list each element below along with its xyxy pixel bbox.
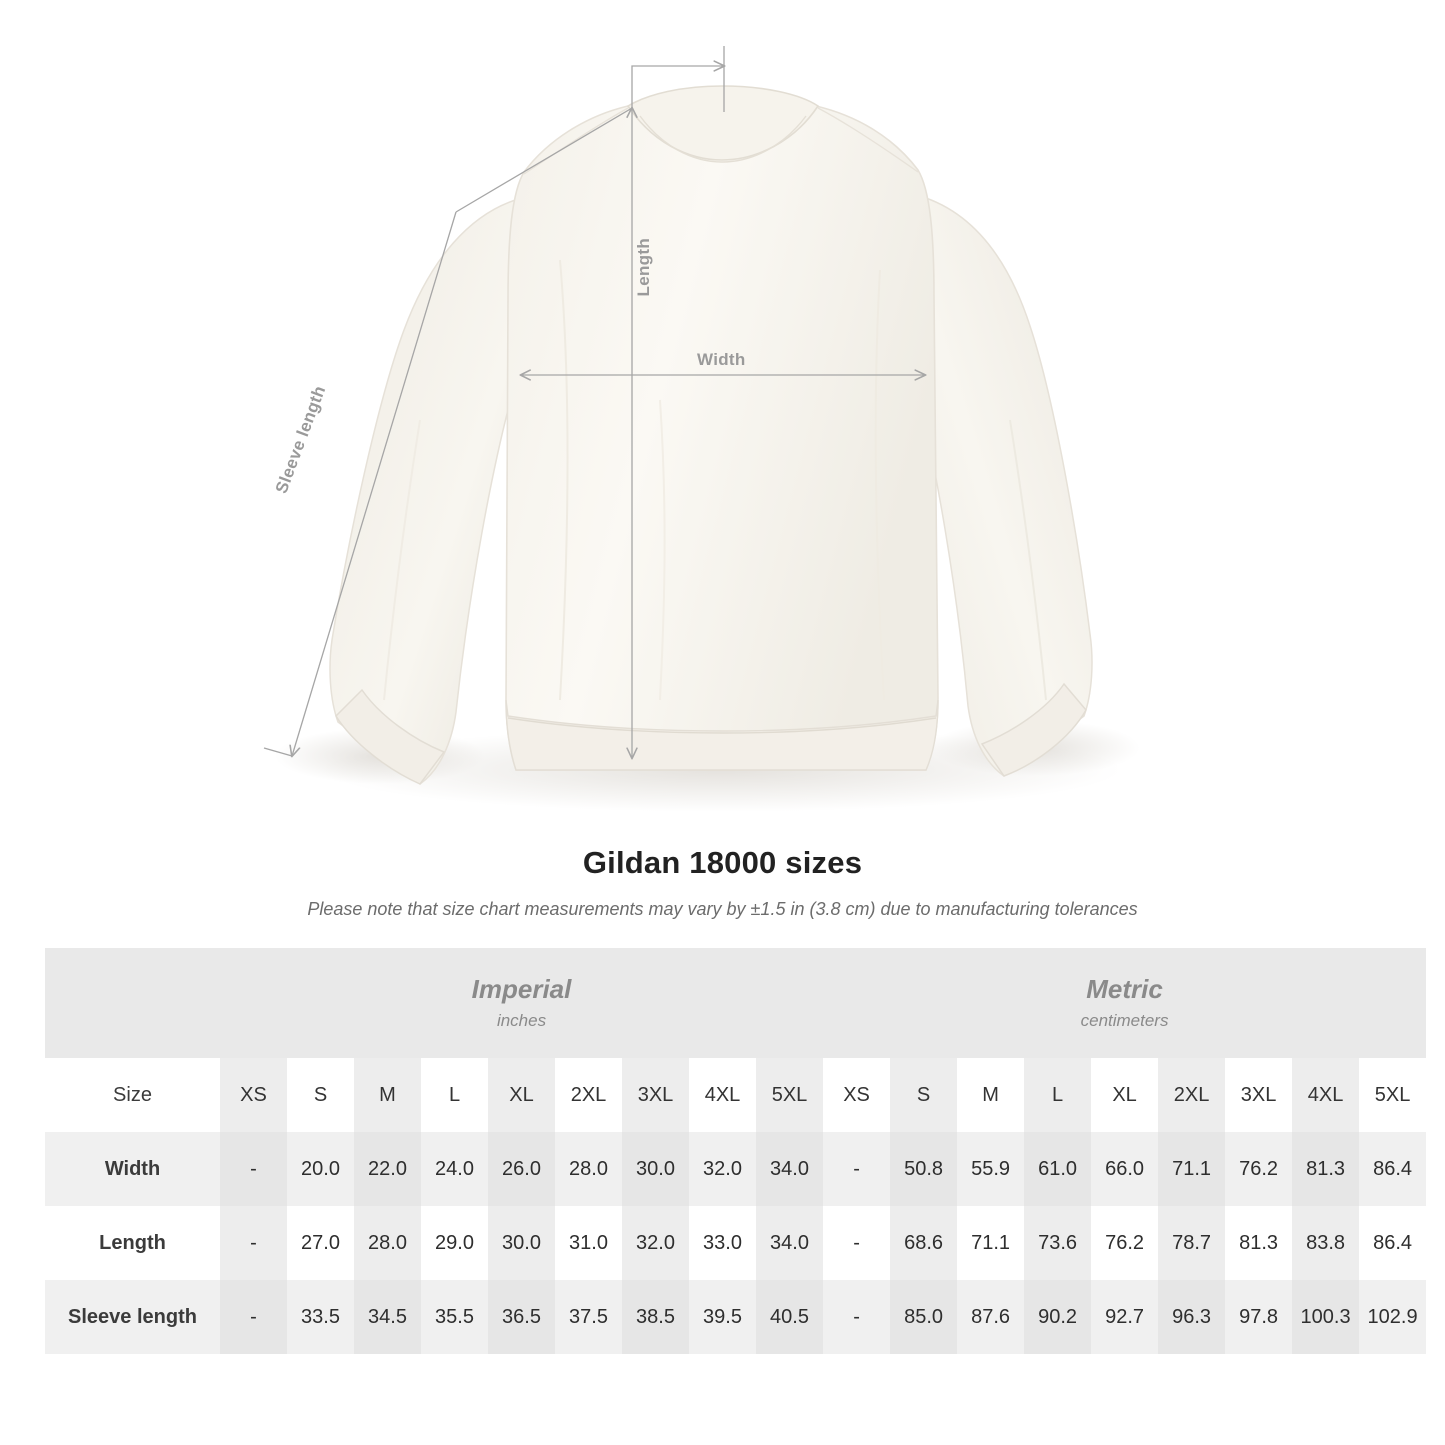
cell-sleeve-imperial-m: 34.5	[354, 1280, 421, 1354]
page-title: Gildan 18000 sizes	[582, 845, 863, 880]
unit-header-metric	[823, 948, 1426, 1058]
table-row-sleeve-length	[45, 1280, 1426, 1354]
col-header-metric-m: M	[957, 1058, 1024, 1132]
cell-sleeve-imperial-5xl: 40.5	[756, 1280, 823, 1354]
cell-length-metric-3xl: 81.3	[1239, 1231, 1279, 1254]
unit-imperial-sub: inches	[496, 1011, 547, 1031]
cell-length-imperial-xs: -	[220, 1206, 287, 1280]
col-header-imperial-s: S	[287, 1058, 354, 1132]
cell-sleeve-metric-xl: 92.7	[1091, 1280, 1158, 1354]
cell-sleeve-imperial-xs: -	[220, 1280, 287, 1354]
cell-length-metric-2xl: 78.7	[1158, 1206, 1225, 1280]
width-label: Width	[697, 350, 746, 369]
unit-metric-sub: centimeters	[1080, 1011, 1169, 1031]
col-header-metric-l: L	[1024, 1058, 1091, 1132]
cell-width-metric-l: 61.0	[1024, 1132, 1091, 1206]
cell-sleeve-metric-4xl: 100.3	[1292, 1280, 1359, 1354]
cell-sleeve-metric-3xl: 97.8	[1225, 1280, 1292, 1354]
cell-sleeve-imperial-s: 33.5	[287, 1280, 354, 1354]
cell-length-metric-xl: 76.2	[1105, 1231, 1145, 1254]
cell-sleeve-imperial-2xl: 37.5	[555, 1280, 622, 1354]
col-header-imperial-5xl: 5XL	[756, 1058, 823, 1132]
cell-width-metric-xl: 66.0	[1091, 1132, 1158, 1206]
row-label-sleeve-length: Sleeve length	[45, 1280, 220, 1354]
cell-length-metric-5xl: 86.4	[1373, 1231, 1413, 1254]
cell-length-metric-l: 73.6	[1024, 1206, 1091, 1280]
unit-metric-name: Metric	[1086, 973, 1163, 1004]
unit-imperial-name: Imperial	[471, 973, 572, 1004]
size-header-label: Size	[45, 1058, 220, 1132]
cell-length-imperial-s: 27.0	[301, 1231, 340, 1254]
col-header-metric-2xl: 2XL	[1158, 1058, 1225, 1132]
row-label-length: Length	[99, 1231, 166, 1254]
table-row-width	[45, 1132, 1426, 1206]
col-header-metric-3xl: 3XL	[1225, 1058, 1292, 1132]
cell-width-imperial-5xl: 34.0	[756, 1132, 823, 1206]
cell-length-metric-xs: -	[853, 1231, 860, 1254]
col-header-imperial-2xl: 2XL	[555, 1058, 622, 1132]
unit-header-imperial	[220, 948, 823, 1058]
cell-length-imperial-5xl: 34.0	[756, 1206, 823, 1280]
col-header-metric-5xl: 5XL	[1359, 1058, 1426, 1132]
cell-sleeve-metric-m: 87.6	[957, 1280, 1024, 1354]
cell-sleeve-metric-xs: -	[823, 1280, 890, 1354]
cell-width-imperial-4xl: 32.0	[689, 1132, 756, 1206]
size-table	[45, 948, 1426, 1354]
cell-length-imperial-3xl: 32.0	[622, 1206, 689, 1280]
length-label: Length	[634, 238, 653, 297]
col-header-imperial-m: M	[354, 1058, 421, 1132]
col-header-metric-xs: XS	[823, 1058, 890, 1132]
cell-width-imperial-s: 20.0	[287, 1132, 354, 1206]
col-header-metric-4xl: 4XL	[1292, 1058, 1359, 1132]
cell-sleeve-metric-l: 90.2	[1024, 1280, 1091, 1354]
title-block	[0, 845, 1445, 920]
cell-width-imperial-3xl: 30.0	[622, 1132, 689, 1206]
cell-sleeve-imperial-3xl: 38.5	[622, 1280, 689, 1354]
cell-length-metric-s: 68.6	[890, 1206, 957, 1280]
cell-width-imperial-2xl: 28.0	[555, 1132, 622, 1206]
cell-length-imperial-2xl: 31.0	[569, 1231, 608, 1254]
cell-width-metric-5xl: 86.4	[1359, 1132, 1426, 1206]
col-header-imperial-l: L	[421, 1058, 488, 1132]
unit-header-spacer	[45, 948, 220, 1058]
size-table-wrap	[0, 948, 1445, 1354]
cell-width-metric-3xl: 76.2	[1225, 1132, 1292, 1206]
cell-width-imperial-m: 22.0	[354, 1132, 421, 1206]
cell-length-imperial-xl: 30.0	[488, 1206, 555, 1280]
cell-sleeve-metric-5xl: 102.9	[1359, 1280, 1426, 1354]
col-header-imperial-xl: XL	[488, 1058, 555, 1132]
col-header-imperial-xs: XS	[220, 1058, 287, 1132]
cell-length-imperial-4xl: 33.0	[703, 1231, 742, 1254]
col-header-imperial-4xl: 4XL	[689, 1058, 756, 1132]
cell-length-metric-m: 71.1	[971, 1231, 1011, 1254]
cell-width-metric-xs: -	[823, 1132, 890, 1206]
cell-width-metric-m: 55.9	[957, 1132, 1024, 1206]
size-header-row	[45, 1058, 1426, 1132]
col-header-metric-s: S	[890, 1058, 957, 1132]
cell-width-imperial-l: 24.0	[421, 1132, 488, 1206]
cell-length-metric-4xl: 83.8	[1292, 1206, 1359, 1280]
cell-width-metric-4xl: 81.3	[1292, 1132, 1359, 1206]
col-header-imperial-3xl: 3XL	[622, 1058, 689, 1132]
cell-length-imperial-m: 28.0	[354, 1206, 421, 1280]
cell-width-imperial-xl: 26.0	[488, 1132, 555, 1206]
cell-sleeve-imperial-4xl: 39.5	[689, 1280, 756, 1354]
cell-sleeve-metric-s: 85.0	[890, 1280, 957, 1354]
tolerance-note: Please note that size chart measurements may vary by ±1.5 in (3.8 cm) due to manufacturing tolerances	[307, 899, 1138, 919]
row-label-width: Width	[45, 1132, 220, 1206]
cell-sleeve-imperial-xl: 36.5	[488, 1280, 555, 1354]
cell-length-imperial-l: 29.0	[435, 1231, 474, 1254]
cell-width-metric-s: 50.8	[890, 1132, 957, 1206]
unit-header-row	[45, 948, 1426, 1058]
cell-width-metric-2xl: 71.1	[1158, 1132, 1225, 1206]
sleeve-length-label: Sleeve length	[271, 383, 330, 497]
cell-width-imperial-xs: -	[220, 1132, 287, 1206]
cell-sleeve-imperial-l: 35.5	[421, 1280, 488, 1354]
table-row-length	[45, 1206, 1426, 1280]
col-header-metric-xl: XL	[1091, 1058, 1158, 1132]
cell-sleeve-metric-2xl: 96.3	[1158, 1280, 1225, 1354]
